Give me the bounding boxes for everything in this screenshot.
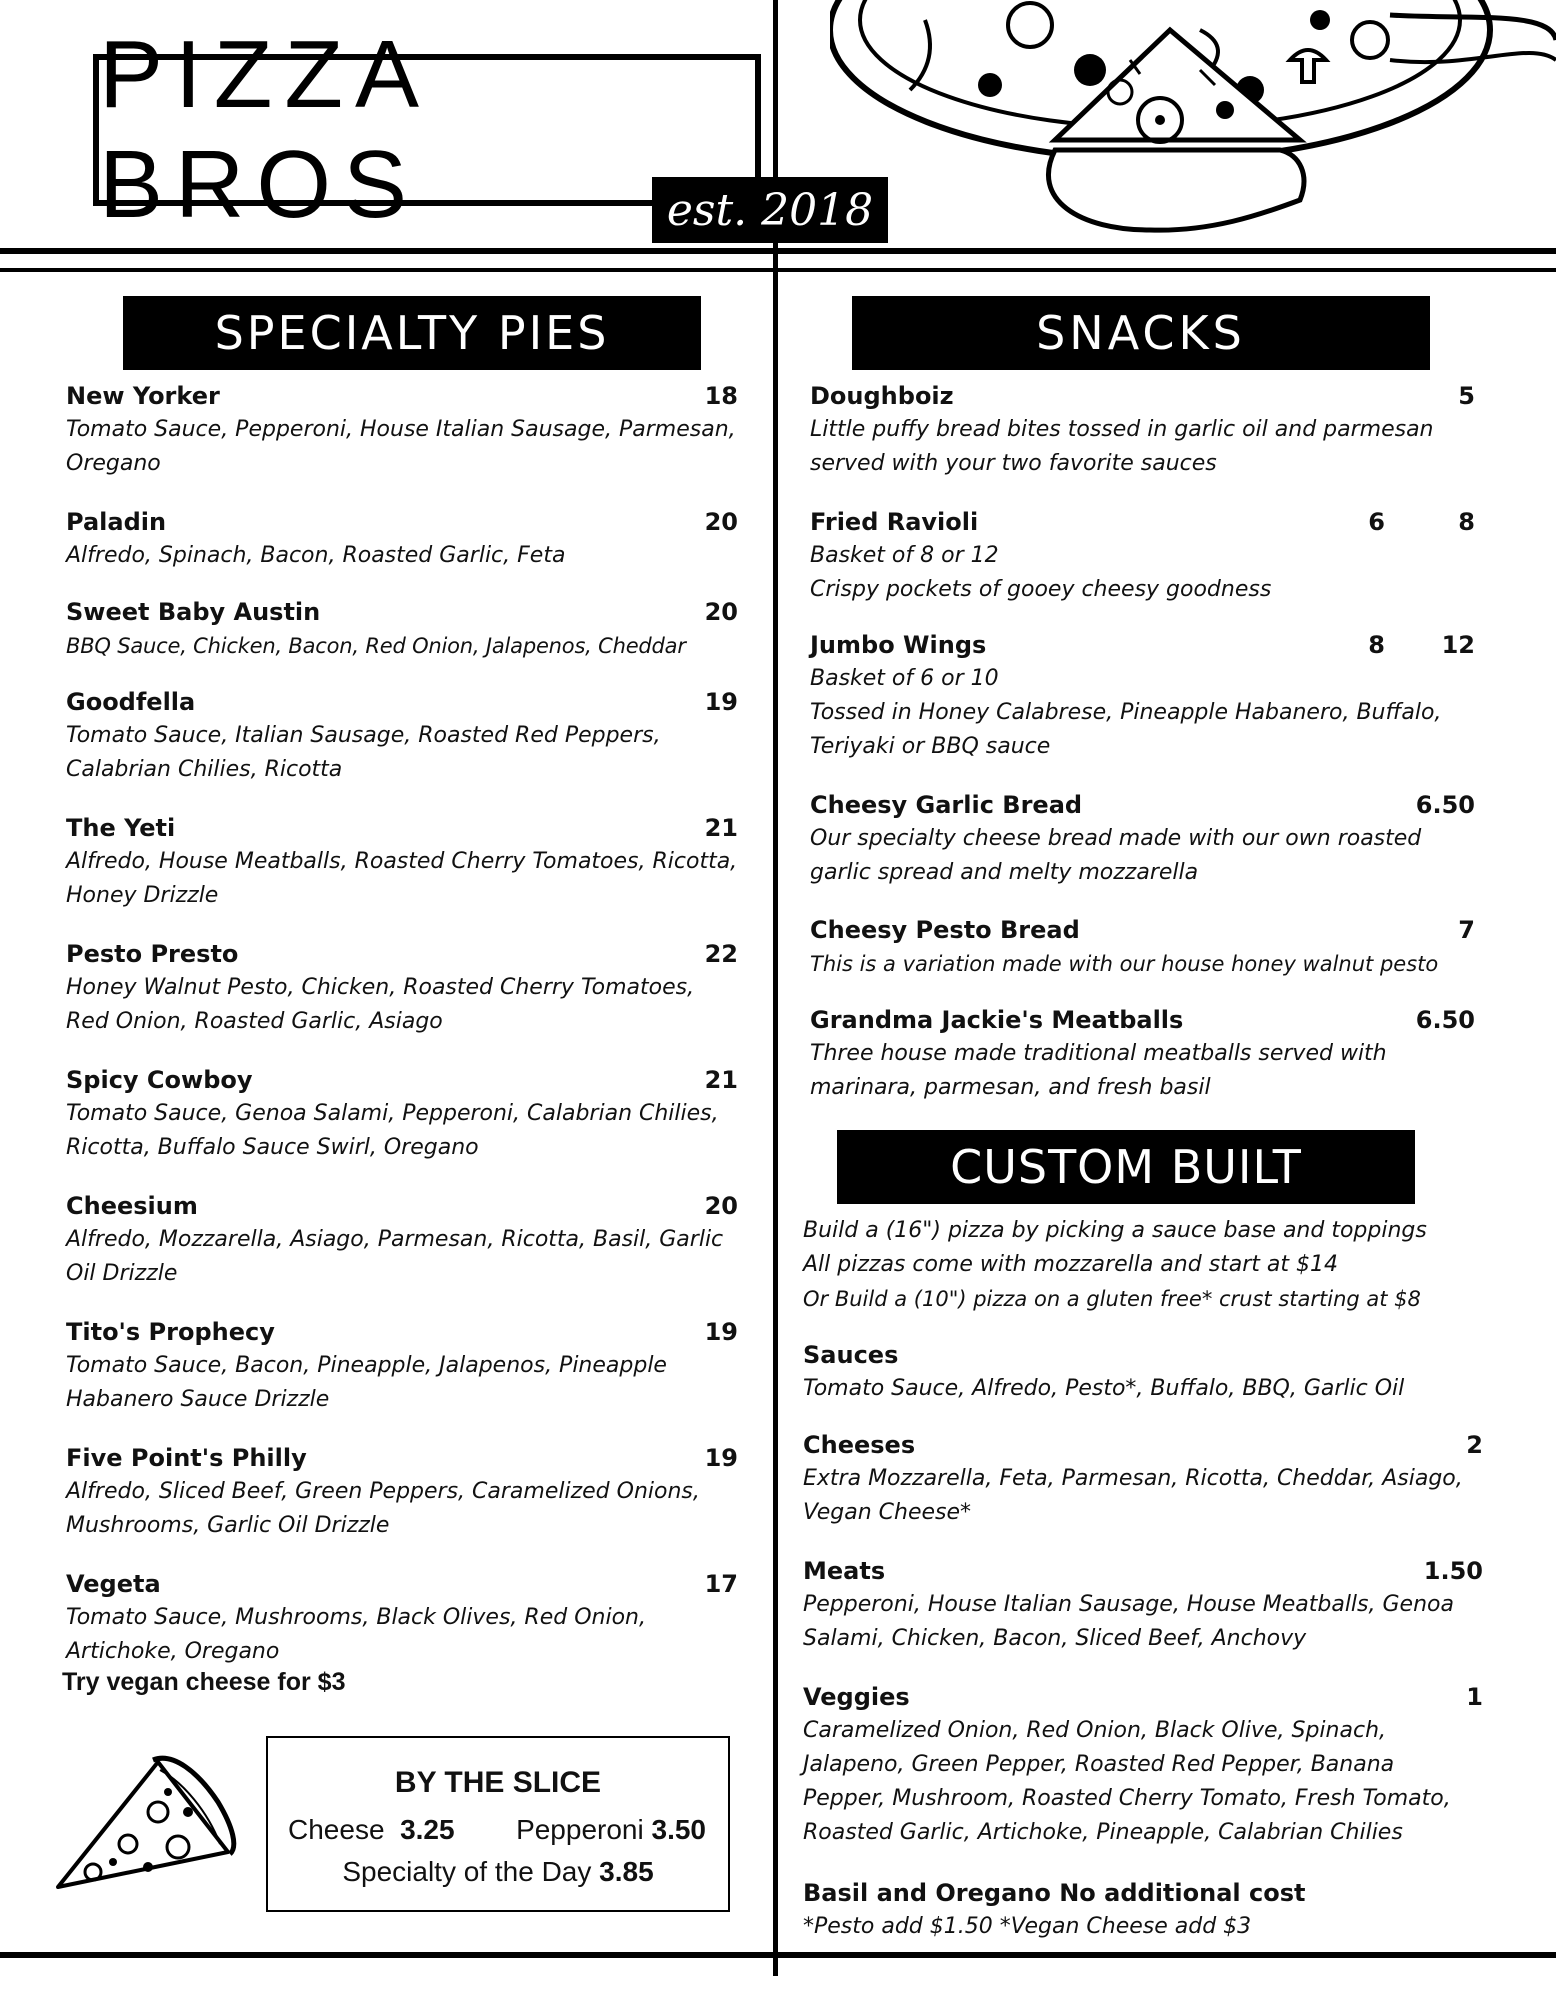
item-price-small: 8 (1368, 631, 1385, 659)
menu-item-new-yorker (66, 379, 738, 481)
menu-item-goodfella (66, 685, 738, 787)
item-description: Basket of 6 or 10 (810, 666, 999, 691)
column-divider (773, 0, 778, 1976)
item-price: 18 (704, 382, 738, 410)
item-name: Cheesy Garlic Bread (810, 791, 1083, 819)
item-price: 19 (704, 688, 738, 716)
item-price: 21 (704, 1066, 738, 1094)
item-price: 6.50 (1415, 1006, 1475, 1034)
item-description: Roasted Garlic, Artichoke, Pineapple, Calabrian Chilies (803, 1820, 1403, 1845)
item-description: Salami, Chicken, Bacon, Sliced Beef, Anchovy (803, 1626, 1307, 1651)
slice-pepperoni (516, 1814, 706, 1846)
item-description: Three house made traditional meatballs served with (810, 1041, 1387, 1066)
item-name: Goodfella (66, 688, 196, 716)
pizza-slice-icon (48, 1752, 238, 1902)
menu-item-jumbo-wings (810, 628, 1475, 764)
item-price: 17 (704, 1570, 738, 1598)
item-name: Grandma Jackie's Meatballs (810, 1006, 1184, 1034)
item-price: 6.50 (1415, 791, 1475, 819)
menu-item-titos-prophecy (66, 1315, 738, 1417)
item-description: Teriyaki or BBQ sauce (810, 734, 1051, 759)
slice-specialty-price: 3.85 (599, 1856, 654, 1887)
item-name: Veggies (803, 1683, 910, 1711)
item-description: Tomato Sauce, Bacon, Pineapple, Jalapenos, Pineapple Habanero Sauce Drizzle (66, 1353, 667, 1412)
item-price: 20 (704, 1192, 738, 1220)
item-price: 8 (1458, 508, 1475, 536)
item-name: Doughboiz (810, 382, 954, 410)
slice-title: BY THE SLICE (394, 1766, 602, 1799)
item-description: Jalapeno, Green Pepper, Roasted Red Pepper, Banana (803, 1752, 1395, 1777)
menu-item-sweet-baby-austin (66, 595, 738, 663)
header-rule-thick (0, 248, 1556, 254)
item-price: 21 (704, 814, 738, 842)
item-description: Alfredo, Mozzarella, Asiago, Parmesan, Ricotta, Basil, Garlic Oil Drizzle (66, 1227, 724, 1286)
slice-cheese-label: Cheese (288, 1814, 385, 1845)
pizza-illustration (830, 0, 1556, 240)
by-the-slice-box (266, 1736, 730, 1912)
menu-item-doughboiz (810, 379, 1475, 481)
item-description: Tomato Sauce, Mushrooms, Black Olives, Red Onion, Artichoke, Oregano (66, 1605, 646, 1664)
slice-pepperoni-label: Pepperoni (516, 1814, 644, 1845)
item-name: Spicy Cowboy (66, 1066, 253, 1094)
custom-built-intro (803, 1214, 1503, 1316)
item-price: 19 (704, 1318, 738, 1346)
item-name: Cheesium (66, 1192, 198, 1220)
item-description: Honey Walnut Pesto, Chicken, Roasted Cherry Tomatoes, Red Onion, Roasted Garlic, Asiago (66, 975, 695, 1034)
item-description: Pepper, Mushroom, Roasted Cherry Tomato, Fresh Tomato, (803, 1786, 1451, 1811)
item-name: Cheesy Pesto Bread (810, 916, 1080, 944)
menu-item-the-yeti (66, 811, 738, 913)
intro-line: Or Build a (10") pizza on a gluten free* crust starting at $8 (803, 1287, 1421, 1311)
item-name: Vegeta (66, 1570, 161, 1598)
item-description: Tomato Sauce, Genoa Salami, Pepperoni, Calabrian Chilies, Ricotta, Buffalo Sauce Swirl, Oregano (66, 1101, 719, 1160)
item-name: Tito's Prophecy (66, 1318, 275, 1346)
menu-item-cheesy-pesto-bread (810, 913, 1475, 981)
item-price-small: 6 (1368, 508, 1385, 536)
item-description: Tomato Sauce, Italian Sausage, Roasted Red Peppers, Calabrian Chilies, Ricotta (66, 723, 661, 782)
menu-item-fried-ravioli (810, 505, 1475, 607)
item-description: Tomato Sauce, Alfredo, Pesto*, Buffalo, BBQ, Garlic Oil (803, 1376, 1405, 1401)
item-name: The Yeti (66, 814, 176, 842)
item-description: garlic spread and melty mozzarella (810, 860, 1199, 885)
item-description: Alfredo, House Meatballs, Roasted Cherry Tomatoes, Ricotta, Honey Drizzle (66, 849, 738, 908)
menu-item-grandma-jackies-meatballs (810, 1003, 1475, 1105)
item-description: marinara, parmesan, and fresh basil (810, 1075, 1211, 1100)
item-price: 5 (1458, 382, 1475, 410)
item-description: Tomato Sauce, Pepperoni, House Italian Sausage, Parmesan, Oregano (66, 417, 736, 476)
menu-item-five-points-philly (66, 1441, 738, 1543)
item-name: Jumbo Wings (810, 631, 987, 659)
item-description: BBQ Sauce, Chicken, Bacon, Red Onion, Jalapenos, Cheddar (66, 634, 686, 658)
item-price: 12 (1441, 631, 1475, 659)
item-name: Basil and Oregano No additional cost (803, 1879, 1306, 1907)
custom-basil-oregano (803, 1876, 1483, 1944)
item-description: Extra Mozzarella, Feta, Parmesan, Ricotta, Cheddar, Asiago, (803, 1466, 1463, 1491)
item-description: Caramelized Onion, Red Onion, Black Olive, Spinach, (803, 1718, 1386, 1743)
snacks-header: SNACKS (852, 296, 1430, 370)
custom-meats (803, 1554, 1483, 1656)
slice-cheese (288, 1814, 455, 1846)
item-name: New Yorker (66, 382, 220, 410)
custom-veggies (803, 1680, 1483, 1850)
item-description: Vegan Cheese* (803, 1500, 972, 1525)
footer-rule (0, 1952, 1556, 1958)
established-badge: est. 2018 (652, 177, 888, 243)
menu-item-vegeta (66, 1567, 738, 1669)
item-description: Pepperoni, House Italian Sausage, House Meatballs, Genoa (803, 1592, 1454, 1617)
item-description: Tossed in Honey Calabrese, Pineapple Habanero, Buffalo, (810, 700, 1442, 725)
item-price: 20 (704, 598, 738, 626)
header-rule-thin (0, 268, 1556, 272)
vegan-cheese-note: Try vegan cheese for $3 (62, 1668, 346, 1696)
item-name: Meats (803, 1557, 886, 1585)
slice-cheese-price: 3.25 (400, 1814, 455, 1845)
menu-item-paladin (66, 505, 738, 573)
item-price: 19 (704, 1444, 738, 1472)
item-price: 20 (704, 508, 738, 536)
item-name: Sweet Baby Austin (66, 598, 321, 626)
item-name: Cheeses (803, 1431, 916, 1459)
intro-line: Build a (16") pizza by picking a sauce base and toppings (803, 1218, 1427, 1243)
item-description: Alfredo, Spinach, Bacon, Roasted Garlic, Feta (66, 543, 566, 568)
item-name: Pesto Presto (66, 940, 239, 968)
slice-pepperoni-price: 3.50 (651, 1814, 706, 1845)
menu-item-pesto-presto (66, 937, 738, 1039)
menu-item-spicy-cowboy (66, 1063, 738, 1165)
slice-specialty (268, 1856, 728, 1888)
custom-built-header: CUSTOM BUILT (837, 1130, 1415, 1204)
item-description: Crispy pockets of gooey cheesy goodness (810, 577, 1272, 602)
specialty-pies-header: SPECIALTY PIES (123, 296, 701, 370)
item-price: 2 (1466, 1431, 1483, 1459)
item-name: Five Point's Philly (66, 1444, 307, 1472)
item-price: 1.50 (1423, 1557, 1483, 1585)
custom-sauces (803, 1338, 1483, 1406)
item-description: Basket of 8 or 12 (810, 543, 999, 568)
item-description: Little puffy bread bites tossed in garlic oil and parmesan (810, 417, 1434, 442)
custom-cheeses (803, 1428, 1483, 1530)
brand-title: PIZZA BROS (99, 21, 426, 238)
item-description: Our specialty cheese bread made with our own roasted (810, 826, 1422, 851)
item-description: *Pesto add $1.50 *Vegan Cheese add $3 (803, 1914, 1252, 1939)
item-name: Paladin (66, 508, 167, 536)
item-description: Alfredo, Sliced Beef, Green Peppers, Caramelized Onions, Mushrooms, Garlic Oil Drizzle (66, 1479, 700, 1538)
menu-item-cheesium (66, 1189, 738, 1291)
item-price: 22 (704, 940, 738, 968)
item-description: This is a variation made with our house honey walnut pesto (810, 952, 1439, 976)
slice-specialty-label: Specialty of the Day (342, 1856, 592, 1887)
item-name: Fried Ravioli (810, 508, 979, 536)
item-name: Sauces (803, 1341, 899, 1369)
item-price: 1 (1466, 1683, 1483, 1711)
item-description: served with your two favorite sauces (810, 451, 1217, 476)
menu-item-cheesy-garlic-bread (810, 788, 1475, 890)
item-price: 7 (1458, 916, 1475, 944)
intro-line: All pizzas come with mozzarella and start at $14 (803, 1252, 1339, 1277)
